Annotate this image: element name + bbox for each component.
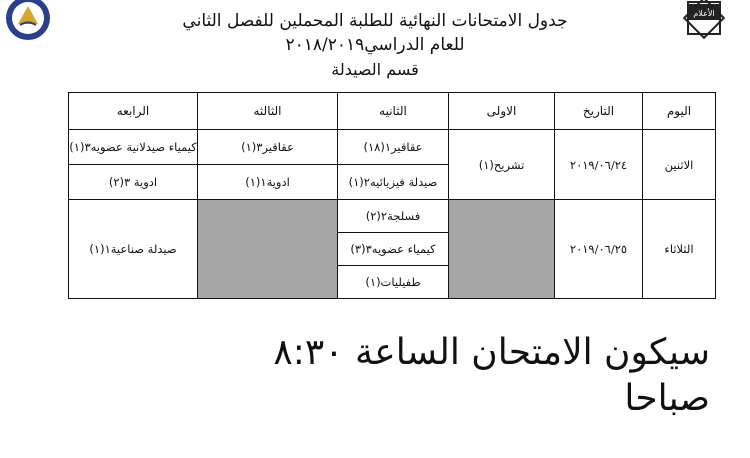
date-cell xyxy=(555,130,643,200)
table-row xyxy=(69,200,716,233)
second-exam-cell: صيدلة فيزيائيه٢(١) xyxy=(338,165,449,200)
table-row xyxy=(69,130,716,165)
second-exam-cell: فسلجة٢(٢) xyxy=(338,200,449,233)
university-logo xyxy=(4,0,52,42)
col-header-date: التاريخ xyxy=(555,93,643,130)
date-cell xyxy=(555,200,643,299)
empty-exam-cell-gray xyxy=(198,200,338,299)
fourth-exam-cell: صيدلة صناعية١(١) xyxy=(69,200,198,299)
col-header-third: الثالثه xyxy=(198,93,338,130)
logo-lettering: الأعلام xyxy=(693,9,715,18)
header-academic-year: للعام الدراسي٢٠١٨/٢٠١٩ xyxy=(285,35,465,55)
col-header-first: الاولى xyxy=(449,93,555,130)
date-text: ٢٠١٩/٠٦/٢٥ xyxy=(569,242,628,256)
col-header-day: اليوم xyxy=(643,93,716,130)
col-header-fourth: الرابعه xyxy=(69,93,198,130)
header-title: جدول الامتحانات النهائية للطلبة المحملين للفصل الثاني xyxy=(182,11,568,31)
fourth-exam-cell: ادوية ٣(٢) xyxy=(69,165,198,200)
third-exam-cell: عقاقير٣(١) xyxy=(198,130,338,165)
third-exam-cell: ادوية١(١) xyxy=(198,165,338,200)
date-text: ٢٠١٩/٠٦/٢٤ xyxy=(569,157,628,172)
day-cell: الاثنين xyxy=(643,130,716,200)
col-header-second: الثانيه xyxy=(338,93,449,130)
college-logo xyxy=(664,0,744,50)
second-exam-cell: طفيليات(١) xyxy=(338,266,449,299)
exam-schedule-table xyxy=(68,92,716,299)
table-header-row xyxy=(69,93,716,130)
second-exam-cell: عقاقير١(١٨) xyxy=(338,130,449,165)
header-department: قسم الصيدلة xyxy=(331,60,419,79)
fourth-exam-cell: كيمياء صيدلانية عضويه٣(١) xyxy=(69,130,198,165)
second-exam-cell: كيمياء عضويه٣(٣) xyxy=(338,233,449,266)
empty-exam-cell-gray xyxy=(449,200,555,299)
first-exam-cell: تشريح(١) xyxy=(449,130,555,200)
exam-time-notice: سيكون الامتحان الساعة ٨:٣٠ صباحا xyxy=(273,332,710,419)
day-cell: الثلاثاء xyxy=(643,200,716,299)
